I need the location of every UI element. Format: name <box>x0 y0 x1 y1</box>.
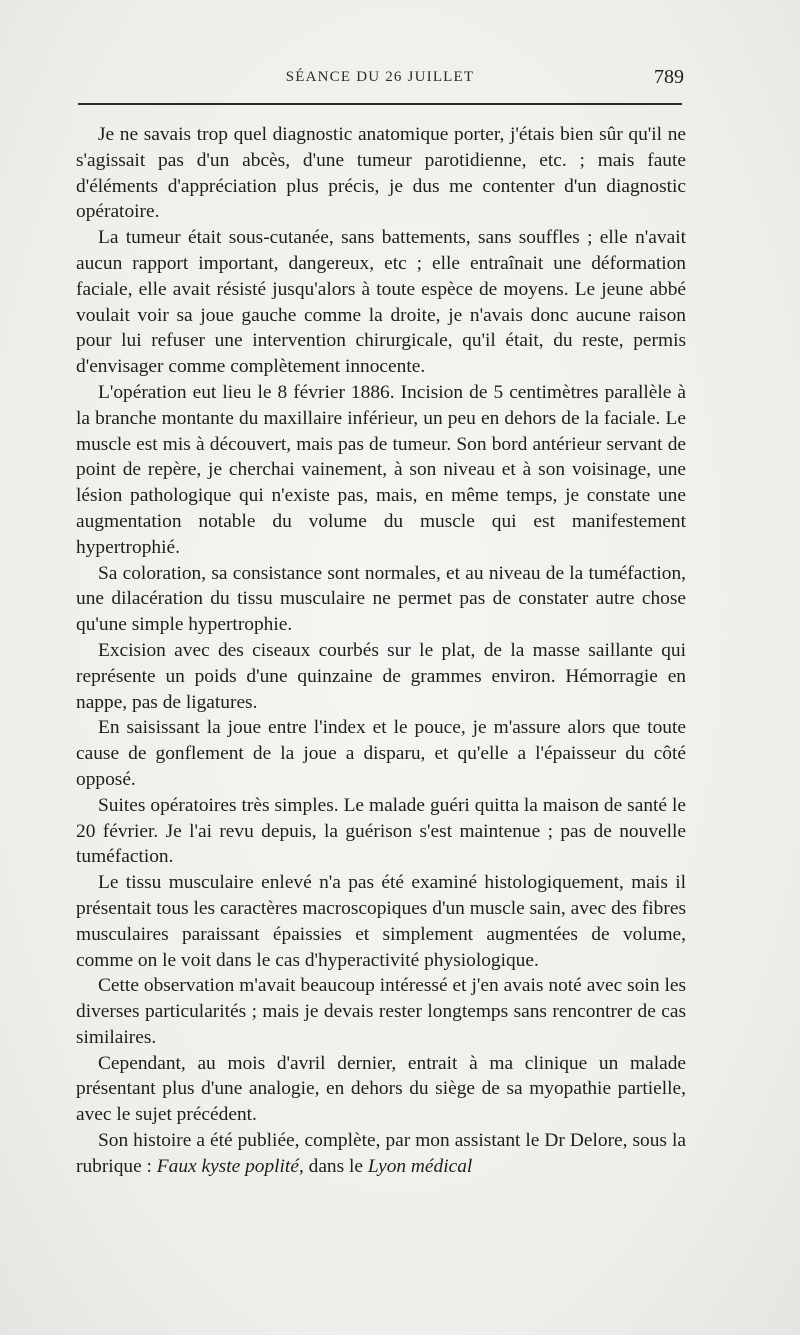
paragraph-11-text-start: Son histoire a été publiée, complète, par mon assistant le Dr Delore, sous la rubrique : <box>76 1130 686 1177</box>
paragraph-1: Je ne savais trop quel diagnostic anatomique porter, j'étais bien sûr qu'il ne s'agissait pas d'un abcès, d'une tumeur parotidienne, etc. ; mais faute d'éléments d'appréciation plus précis, je dus me contenter d'un diagnostic opératoire. <box>76 124 686 223</box>
paragraph-8: Le tissu musculaire enlevé n'a pas été examiné histologiquement, mais il présentait tous les caractères macroscopiques d'un muscle sain, avec des fibres musculaires paraissant épaissies et simplement augmentées de volume, comme on le voit dans le cas d'hyperactivité physiologique. <box>76 872 686 971</box>
paragraph-10: Cependant, au mois d'avril dernier, entrait à ma clinique un malade présentant plus d'une analogie, en dehors du siège de sa myopathie partielle, avec le sujet précédent. <box>76 1052 686 1126</box>
paragraph-11 <box>76 1128 686 1180</box>
paragraph-6: En saisissant la joue entre l'index et le pouce, je m'assure alors que toute cause de gonflement de la joue a disparu, et qu'elle a l'épaisseur du côté opposé. <box>76 717 686 790</box>
paragraph-7: Suites opératoires très simples. Le malade guéri quitta la maison de santé le 20 février. Je l'ai revu depuis, la guérison s'est maintenue ; pas de nouvelle tuméfaction. <box>76 794 686 868</box>
paragraph-2: La tumeur était sous-cutanée, sans battements, sans souffles ; elle n'avait aucun rapport important, dangereux, etc ; elle entraînait une déformation faciale, elle avait résisté jusqu'alors à toute espèce de moyens. Le jeune abbé voulait voir sa joue gauche comme la droite, je n'avais donc aucune raison pour lui refuser une intervention chirurgicale, qu'il était, du reste, permis d'envisager comme complètement innocente. <box>76 227 686 378</box>
italic-title-faux-kyste: Faux kyste poplité <box>156 1155 299 1177</box>
header-rule <box>78 103 682 105</box>
paragraph-5: Excision avec des ciseaux courbés sur le plat, de la masse saillante qui représente un poids d'une quinzaine de grammes environ. Hémorragie en nappe, pas de ligatures. <box>76 639 686 713</box>
running-head <box>76 66 684 94</box>
paragraph-3: L'opération eut lieu le 8 février 1886. Incision de 5 centimètres parallèle à la branche montante du maxillaire inférieur, un peu en dehors de la faciale. Le muscle est mis à découvert, mais pas de tumeur. Son bord antérieur servant de point de repère, je cherchai vainement, à son niveau et à son voisinage, une lésion pathologique qui n'existe pas, mais, en même temps, je constate une augmentation notable du volume du muscle qui est manifestement hypertrophié. <box>76 381 686 558</box>
running-title: SÉANCE DU 26 JUILLET <box>285 69 475 85</box>
italic-journal-title: Lyon médical <box>367 1155 473 1177</box>
body-text <box>76 122 686 1180</box>
paragraph-11-text-middle: , dans le <box>298 1155 368 1177</box>
paragraph-9: Cette observation m'avait beaucoup intéressé et j'en avais noté avec soin les diverses particularités ; mais je devais rester longtemps sans rencontrer de cas similaires. <box>76 975 686 1048</box>
paragraph-4: Sa coloration, sa consistance sont normales, et au niveau de la tuméfaction, une dilacération du tissu musculaire ne permet pas de constater autre chose qu'une simple hypertrophie. <box>76 562 686 636</box>
page-number: 789 <box>654 66 684 88</box>
